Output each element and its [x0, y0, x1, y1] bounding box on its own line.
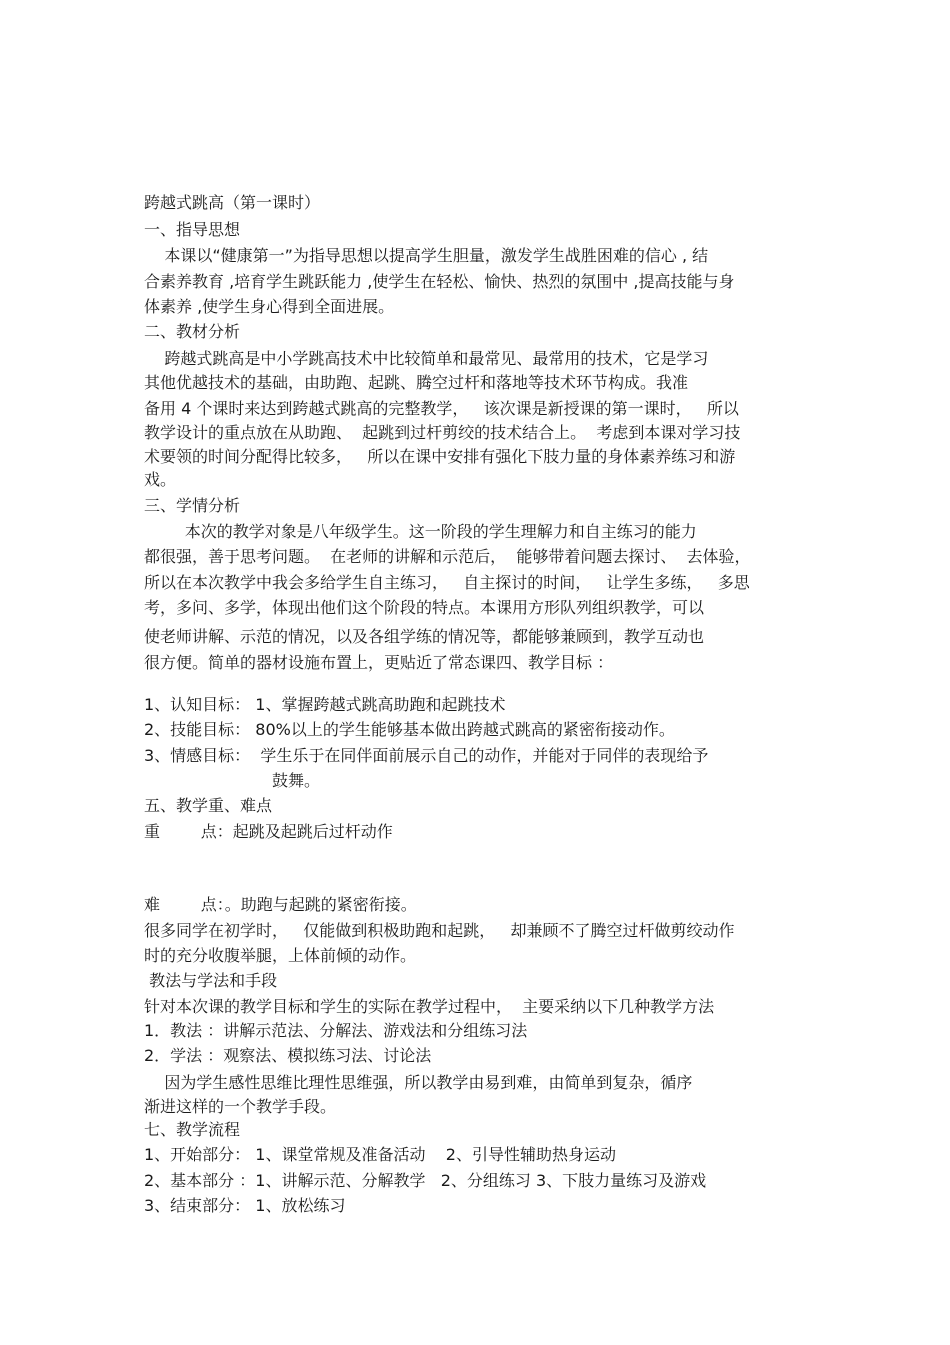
- list-item: 2．学法 ：观察法、模拟练习法、讨论法: [144, 1046, 432, 1065]
- paragraph-line: 备用 4 个课时来达到跨越式跳高的完整教学， 该次课是新授课的第一课时， 所以: [144, 399, 739, 418]
- section-heading: 七、教学流程: [144, 1120, 241, 1139]
- paragraph-line: 合素养教育 ,培育学生跳跃能力 ,使学生在轻松、愉快、热烈的氛围中 ,提高技能与身: [144, 272, 735, 291]
- paragraph-line: 因为学生感性思维比理性思维强，所以教学由易到难，由简单到复杂，循序: [144, 1073, 693, 1092]
- paragraph-line: 本次的教学对象是八年级学生。这一阶段的学生理解力和自主练习的能力: [144, 522, 697, 541]
- list-item: 2、技能目标： 80%以上的学生能够基本做出跨越式跳高的紧密衔接动作。: [144, 720, 675, 739]
- section-heading: 三、学情分析: [144, 496, 241, 515]
- paragraph-line: 使老师讲解、示范的情况，以及各组学练的情况等，都能够兼顾到，教学互动也: [144, 627, 705, 646]
- difficulty-line: 难 点：。助跑与起跳的紧密衔接。: [144, 895, 417, 914]
- paragraph-line: 都很强，善于思考问题。 在老师的讲解和示范后， 能够带着问题去探讨、 去体验，: [144, 547, 751, 566]
- paragraph-line: 针对本次课的教学目标和学生的实际在教学过程中， 主要采纳以下几种教学方法: [144, 997, 715, 1016]
- paragraph-line: 很方便。简单的器材设施布置上，更贴近了常态课四、教学目标 ：: [144, 653, 614, 672]
- list-item: 3、结束部分： 1、放松练习: [144, 1196, 346, 1215]
- paragraph-line: 渐进这样的一个教学手段。: [144, 1097, 337, 1116]
- paragraph-line: 本课以“健康第一”为指导思想以提高学生胆量，激发学生战胜困难的信心 , 结: [144, 246, 709, 265]
- paragraph-line: 考，多问、多学，体现出他们这个阶段的特点。本课用方形队列组织教学，可以: [144, 598, 705, 617]
- list-item: 1、开始部分： 1、课堂常规及准备活动 2、引导性辅助热身运动: [144, 1145, 616, 1164]
- list-item: 2、基本部分 ：1、讲解示范、分解教学 2、分组练习 3、下肢力量练习及游戏: [144, 1171, 707, 1190]
- section-heading: 五、教学重、难点: [144, 796, 273, 815]
- paragraph-line: 体素养 ,使学生身心得到全面进展。: [144, 297, 395, 316]
- paragraph-line: 戏。: [144, 470, 177, 489]
- paragraph-line: 其他优越技术的基础，由助跑、起跳、腾空过杆和落地等技术环节构成。我准: [144, 373, 689, 392]
- paragraph-line: 很多同学在初学时， 仅能做到积极助跑和起跳， 却兼顾不了腾空过杆做剪绞动作: [144, 921, 735, 940]
- key-point-line: 重 点：起跳及起跳后过杆动作: [144, 822, 393, 841]
- section-heading: 教法与学法和手段: [144, 971, 278, 990]
- section-heading: 一、指导思想: [144, 220, 241, 239]
- list-item: 1、认知目标： 1、掌握跨越式跳高助跑和起跳技术: [144, 695, 506, 714]
- paragraph-line: 跨越式跳高是中小学跳高技术中比较简单和最常见、最常用的技术，它是学习: [144, 349, 709, 368]
- list-item: 1．教法 ：讲解示范法、分解法、游戏法和分组练习法: [144, 1021, 528, 1040]
- list-item-continuation: 鼓舞。: [272, 771, 321, 790]
- document-title: 跨越式跳高（第一课时）: [144, 193, 321, 212]
- paragraph-line: 时的充分收腹举腿，上体前倾的动作。: [144, 946, 417, 965]
- section-heading: 二、教材分析: [144, 322, 241, 341]
- paragraph-line: 术要领的时间分配得比较多， 所以在课中安排有强化下肢力量的身体素养练习和游: [144, 447, 736, 466]
- paragraph-line: 所以在本次教学中我会多给学生自主练习， 自主探讨的时间， 让学生多练， 多思: [144, 573, 750, 592]
- list-item: 3、情感目标： 学生乐于在同伴面前展示自己的动作，并能对于同伴的表现给予: [144, 746, 709, 765]
- paragraph-line: 教学设计的重点放在从助跑、 起跳到过杆剪绞的技术结合上。 考虑到本课对学习技: [144, 423, 741, 442]
